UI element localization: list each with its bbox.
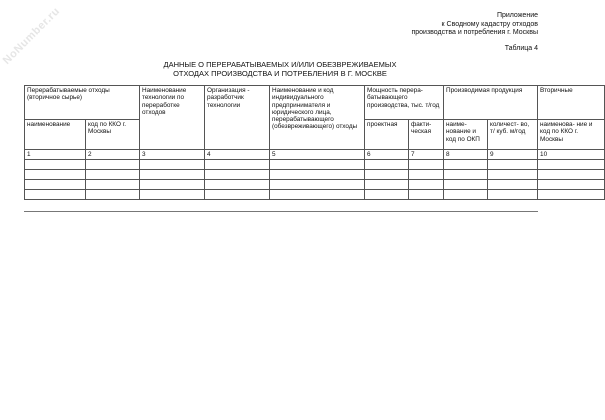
table-cell	[409, 160, 444, 170]
table-cell	[205, 180, 270, 190]
table-cell	[538, 160, 605, 170]
column-number: 1	[25, 150, 86, 160]
table-cell	[25, 170, 86, 180]
subheader-okp: наиме- нование и код по ОКП	[444, 120, 488, 150]
table-cell	[365, 190, 409, 200]
table-cell	[205, 170, 270, 180]
title-line-1: ДАННЫЕ О ПЕРЕРАБАТЫВАЕМЫХ И/ИЛИ ОБЕЗВРЕЖИВАЕМЫХ	[163, 60, 397, 69]
table-cell	[25, 190, 86, 200]
table-cell	[444, 160, 488, 170]
header-processed-waste: Перерабатываемые отходы (вторичное сырье)	[25, 86, 140, 120]
table-cell	[25, 180, 86, 190]
header-row-main	[25, 86, 605, 120]
column-number: 2	[86, 150, 140, 160]
header-technology-name: Наименование технологии по переработке отходов	[140, 86, 205, 150]
table-cell	[409, 170, 444, 180]
table-cell	[140, 170, 205, 180]
table-cell	[270, 180, 365, 190]
header-output: Производимая продукция	[444, 86, 538, 120]
waste-table-grid	[24, 85, 605, 200]
subheader-actual: факти- ческая	[409, 120, 444, 150]
table-row	[25, 160, 605, 170]
title-line-2: ОТХОДАХ ПРОИЗВОДСТВА И ПОТРЕБЛЕНИЯ В Г. МОСКВЕ	[173, 68, 387, 78]
table-cell	[488, 180, 538, 190]
table-cell	[86, 180, 140, 190]
table-row	[25, 180, 605, 190]
subheader-secondary-kko: наименова- ние и код по ККО г. Москвы	[538, 120, 605, 150]
table-cell	[488, 160, 538, 170]
table-number-label: Таблица 4	[504, 45, 538, 52]
subheader-name: наименование	[25, 120, 86, 150]
table-cell	[488, 190, 538, 200]
table-cell	[270, 190, 365, 200]
subheader-kko-code: код по ККО г. Москвы	[86, 120, 140, 150]
table-cell	[205, 190, 270, 200]
table-cell	[365, 160, 409, 170]
table-cell	[444, 170, 488, 180]
column-number: 4	[205, 150, 270, 160]
column-number: 8	[444, 150, 488, 160]
appendix-note	[411, 12, 538, 38]
column-number: 9	[488, 150, 538, 160]
subheader-design: проектная	[365, 120, 409, 150]
table-cell	[409, 190, 444, 200]
column-number: 3	[140, 150, 205, 160]
subheader-quantity: количест- во, т/ куб. м/год	[488, 120, 538, 150]
column-number-row	[25, 150, 605, 160]
table-cell	[444, 190, 488, 200]
column-number: 5	[270, 150, 365, 160]
table-cell	[444, 180, 488, 190]
table-cell	[538, 190, 605, 200]
header-capacity: Мощность перера- батывающего производства, тыс. т/год	[365, 86, 444, 120]
table-cell	[140, 180, 205, 190]
column-number: 10	[538, 150, 605, 160]
table-cell	[538, 180, 605, 190]
table-cell	[25, 160, 86, 170]
waste-table	[24, 85, 593, 196]
table-cell	[488, 170, 538, 180]
header-entrepreneur: Наименование и код индивидуального предпринимателя и юридического лица, перерабатывающего (обезвреживающего) отходы	[270, 86, 365, 150]
table-cell	[140, 190, 205, 200]
column-number: 7	[409, 150, 444, 160]
bottom-divider	[24, 211, 538, 212]
document-title	[0, 61, 560, 78]
table-cell	[409, 180, 444, 190]
table-cell	[365, 180, 409, 190]
table-row	[25, 190, 605, 200]
table-cell	[205, 160, 270, 170]
table-cell	[365, 170, 409, 180]
header-secondary: Вторичные	[538, 86, 605, 120]
table-cell	[270, 160, 365, 170]
appendix-line-2: к Сводному кадастру отходов	[441, 20, 538, 28]
table-cell	[270, 170, 365, 180]
table-cell	[538, 170, 605, 180]
appendix-line-1: Приложение	[496, 12, 538, 19]
table-cell	[86, 160, 140, 170]
watermark-text: NoNumber.ru	[0, 5, 63, 67]
header-technology-developer: Организация - разработчик технологии	[205, 86, 270, 150]
column-number: 6	[365, 150, 409, 160]
table-cell	[140, 160, 205, 170]
table-row	[25, 170, 605, 180]
table-cell	[86, 170, 140, 180]
appendix-line-3: производства и потребления г. Москвы	[411, 29, 538, 36]
table-cell	[86, 190, 140, 200]
